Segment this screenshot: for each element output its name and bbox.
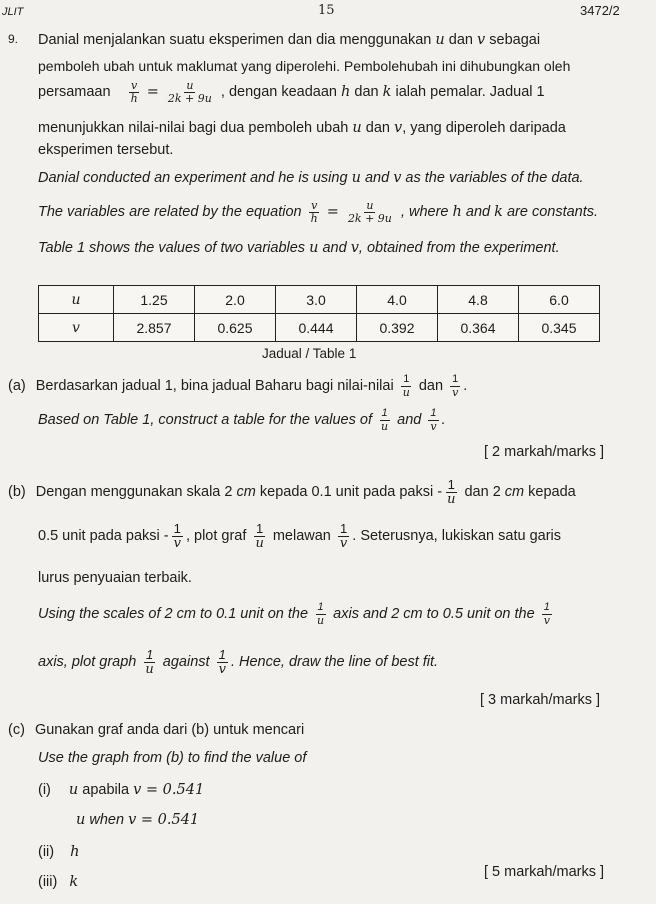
part-b-malay-line2: 0.5 unit pada paksi - $\frac{1}{v}$ , plot graf $\frac{1}{u}$ melawan $\frac{1}{v}$ . Seterusnya, lukiskan satu garis: [38, 521, 562, 551]
english-intro-line3: Table 1 shows the values of two variables u and v, obtained from the experiment.: [38, 240, 560, 256]
part-b-malay-line3: lurus penyuaian terbaik.: [38, 570, 192, 586]
table-cell: 0.444: [276, 314, 357, 342]
table-cell: 0.364: [438, 314, 519, 342]
table-cell: 4.8: [438, 286, 519, 314]
table-cell: 6.0: [519, 286, 600, 314]
table-cell: 0.345: [519, 314, 600, 342]
part-b-malay-line1: (b) Dengan menggunakan skala 2 cm kepada 0.1 unit pada paksi - $\frac{1}{u}$ dan 2 cm kepada: [8, 477, 576, 507]
part-c-marks: [ 5 markah/marks ]: [484, 864, 605, 880]
part-a-english: Based on Table 1, construct a table for the values of $\frac{1}{u}$ and $\frac{1}{v}$ .: [38, 407, 446, 433]
malay-intro-line3: persamaan $\frac{v}{h}$ = $\frac{u}{2k + 9u}$ , dengan keadaan h dan k ialah pemalar. Jadual 1: [38, 79, 545, 105]
table-cell: 0.625: [195, 314, 276, 342]
malay-intro-line5: eksperimen tersebut.: [38, 142, 174, 158]
table-cell: 1.25: [114, 286, 195, 314]
equation-lhs-en: $\frac{v}{h}$: [310, 199, 318, 225]
part-b-english-line2: axis, plot graph $\frac{1}{u}$ against $\frac{1}{v}$ . Hence, draw the line of best fit.: [38, 647, 439, 677]
table-row-v: [39, 314, 600, 342]
part-c-iii-label: (iii): [38, 874, 58, 890]
part-c-iii: (iii) k: [38, 874, 79, 890]
part-c-malay: (c) Gunakan graf anda dari (b) untuk mencari: [8, 722, 305, 738]
table-cell: 2.857: [114, 314, 195, 342]
table-cell: 2.0: [195, 286, 276, 314]
equation-rhs-en: $\frac{u}{2k + 9u}$: [347, 199, 392, 225]
part-a-marks: [ 2 markah/marks ]: [484, 444, 605, 460]
part-a-label: (a): [8, 377, 26, 394]
part-b-marks: [ 3 markah/marks ]: [480, 692, 601, 708]
table-row-u: [39, 286, 600, 314]
english-intro-line1: Danial conducted an experiment and he is using u and v as the variables of the data.: [38, 170, 584, 186]
malay-intro-line2: pemboleh ubah untuk maklumat yang diperolehi. Pembolehubah ini dihubungkan oleh: [38, 58, 571, 74]
part-b-english-line1: Using the scales of 2 cm to 0.1 unit on the $\frac{1}{u}$ axis and 2 cm to 0.5 unit on the $\frac{1}{v}$: [38, 601, 550, 627]
table-header-v: v: [39, 314, 114, 342]
exam-code: JLIT: [2, 6, 24, 18]
equation-rhs: $\frac{u}{2k + 9u}$: [167, 79, 212, 105]
part-c-ii-label: (ii): [38, 844, 55, 860]
malay-intro-line4: menunjukkan nilai-nilai bagi dua pemboleh ubah u dan v, yang diperoleh daripada: [38, 120, 566, 136]
equation-lhs: $\frac{v}{h}$: [130, 79, 138, 105]
paper-code: 3472/2: [580, 3, 620, 18]
table-header-u: u: [39, 286, 114, 314]
part-c-i-malay: (i) u apabila v = 0.541: [38, 782, 205, 798]
page-number: 15: [318, 3, 335, 18]
table-cell: 3.0: [276, 286, 357, 314]
table-cell: 4.0: [357, 286, 438, 314]
part-c-ii: (ii) h: [38, 844, 80, 860]
part-b-label: (b): [8, 483, 26, 500]
part-c-label: (c): [8, 722, 25, 738]
data-table: [38, 285, 600, 342]
english-intro-line2: The variables are related by the equation $\frac{v}{h}$ = $\frac{u}{2k + 9u}$ , where h and k are constants.: [38, 199, 599, 225]
part-a-malay: (a) Berdasarkan jadual 1, bina jadual Baharu bagi nilai-nilai $\frac{1}{u}$ dan $\frac{1}{v}$ .: [8, 373, 468, 399]
part-c-i-label: (i): [38, 782, 51, 798]
malay-intro-line1: Danial menjalankan suatu eksperimen dan dia menggunakan u dan v sebagai: [38, 32, 541, 48]
question-number: 9.: [8, 32, 19, 46]
table-caption: Jadual / Table 1: [262, 346, 357, 361]
part-c-i-english: u when v = 0.541: [76, 812, 200, 828]
table-cell: 0.392: [357, 314, 438, 342]
part-c-english: Use the graph from (b) to find the value of: [38, 750, 307, 766]
